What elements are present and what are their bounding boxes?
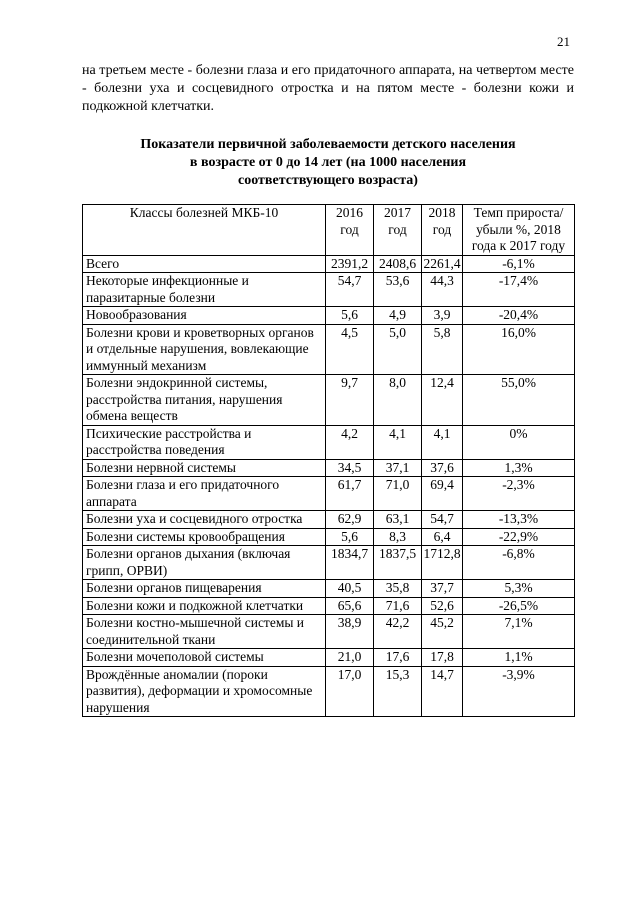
trend-cell: 1,1% [463,649,575,667]
value-2018-cell: 1712,8 [422,546,463,580]
table-row [83,615,575,649]
header-2017: 2017 год [374,205,422,256]
disease-class-cell: Болезни органов дыхания (включая грипп, ОРВИ) [83,546,326,580]
disease-class-cell: Болезни костно-мышечной системы и соединительной ткани [83,615,326,649]
value-2018-cell: 54,7 [422,511,463,529]
table-header-row [83,205,575,256]
disease-class-cell: Болезни мочеполовой системы [83,649,326,667]
disease-class-cell: Болезни кожи и подкожной клетчатки [83,597,326,615]
trend-cell: -6,8% [463,546,575,580]
table-row [83,425,575,459]
trend-cell: -22,9% [463,528,575,546]
header-trend: Темп прироста/ убыли %, 2018 года к 2017 году [463,205,575,256]
value-2018-cell: 14,7 [422,666,463,717]
disease-class-cell: Болезни эндокринной системы, расстройства питания, нарушения обмена веществ [83,375,326,426]
disease-class-cell: Врождённые аномалии (пороки развития), деформации и хромосомные нарушения [83,666,326,717]
table-row [83,307,575,325]
value-2016-cell: 2391,2 [326,255,374,273]
value-2018-cell: 12,4 [422,375,463,426]
header-classes: Классы болезней МКБ-10 [83,205,326,256]
value-2016-cell: 21,0 [326,649,374,667]
table-row [83,273,575,307]
trend-cell: -6,1% [463,255,575,273]
trend-cell: 1,3% [463,459,575,477]
value-2017-cell: 71,0 [374,477,422,511]
trend-cell: -2,3% [463,477,575,511]
value-2016-cell: 5,6 [326,307,374,325]
table-row [83,580,575,598]
table-title-line-1: Показатели первичной заболеваемости детского населения [140,137,516,152]
value-2018-cell: 3,9 [422,307,463,325]
value-2017-cell: 42,2 [374,615,422,649]
value-2016-cell: 38,9 [326,615,374,649]
value-2017-cell: 63,1 [374,511,422,529]
trend-cell: 55,0% [463,375,575,426]
value-2016-cell: 34,5 [326,459,374,477]
disease-class-cell: Болезни системы кровообращения [83,528,326,546]
value-2016-cell: 65,6 [326,597,374,615]
table-row [83,666,575,717]
disease-class-cell: Болезни глаза и его придаточного аппарата [83,477,326,511]
value-2016-cell: 61,7 [326,477,374,511]
trend-cell: 16,0% [463,324,575,375]
value-2017-cell: 2408,6 [374,255,422,273]
header-2018: 2018 год [422,205,463,256]
value-2018-cell: 6,4 [422,528,463,546]
value-2016-cell: 5,6 [326,528,374,546]
disease-class-cell: Болезни нервной системы [83,459,326,477]
trend-cell: -3,9% [463,666,575,717]
disease-class-cell: Новообразования [83,307,326,325]
disease-class-cell: Болезни крови и кроветворных органов и отдельные нарушения, вовлекающие иммунный механизм [83,324,326,375]
header-2016: 2016 год [326,205,374,256]
intro-paragraph: на третьем месте - болезни глаза и его придаточного аппарата, на четвертом месте - болезни уха и сосцевидного отростка и на пятом месте - болезни кожи и подкожной клетчатки. [82,63,574,114]
value-2018-cell: 37,6 [422,459,463,477]
trend-cell: -20,4% [463,307,575,325]
disease-class-cell: Болезни уха и сосцевидного отростка [83,511,326,529]
value-2016-cell: 62,9 [326,511,374,529]
value-2017-cell: 53,6 [374,273,422,307]
value-2017-cell: 15,3 [374,666,422,717]
table-body [83,255,575,717]
disease-class-cell: Психические расстройства и расстройства поведения [83,425,326,459]
table-row [83,477,575,511]
value-2016-cell: 9,7 [326,375,374,426]
value-2017-cell: 4,9 [374,307,422,325]
value-2018-cell: 52,6 [422,597,463,615]
value-2018-cell: 17,8 [422,649,463,667]
table-title [82,136,574,190]
value-2018-cell: 45,2 [422,615,463,649]
trend-cell: 7,1% [463,615,575,649]
value-2016-cell: 4,2 [326,425,374,459]
disease-class-cell: Некоторые инфекционные и паразитарные болезни [83,273,326,307]
value-2018-cell: 4,1 [422,425,463,459]
table-row [83,324,575,375]
table-row [83,649,575,667]
table-row [83,597,575,615]
value-2018-cell: 2261,4 [423,255,461,271]
table-row [83,459,575,477]
value-2017-cell: 4,1 [374,425,422,459]
trend-cell: 0% [463,425,575,459]
value-2017-cell: 35,8 [374,580,422,598]
disease-class-cell: Всего [83,255,326,273]
trend-cell: 5,3% [463,580,575,598]
table-title-line-2: в возрасте от 0 до 14 лет (на 1000 населения [189,155,467,170]
page-number: 21 [557,34,570,49]
table-title-line-3: соответствующего возраста) [238,173,418,188]
trend-cell: -26,5% [463,597,575,615]
value-2017-cell: 17,6 [374,649,422,667]
disease-class-cell: Болезни органов пищеварения [83,580,326,598]
value-2016-cell: 40,5 [326,580,374,598]
value-2017-cell: 5,0 [374,324,422,375]
value-2017-cell: 8,0 [374,375,422,426]
value-2017-cell: 8,3 [374,528,422,546]
value-2018-cell: 44,3 [422,273,463,307]
table-row [83,375,575,426]
morbidity-table [82,204,575,717]
table-row [83,255,575,273]
value-2017-cell: 71,6 [374,597,422,615]
trend-cell: -17,4% [463,273,575,307]
value-2016-cell: 54,7 [326,273,374,307]
value-2017-cell: 37,1 [374,459,422,477]
table-row [83,546,575,580]
value-2018-cell: 5,8 [422,324,463,375]
value-2018-cell: 37,7 [422,580,463,598]
trend-cell: -13,3% [463,511,575,529]
table-row [83,528,575,546]
value-2017-cell: 1837,5 [374,546,422,580]
value-2016-cell: 17,0 [326,666,374,717]
value-2016-cell: 1834,7 [326,546,374,580]
value-2016-cell: 4,5 [326,324,374,375]
table-row [83,511,575,529]
value-2018-cell: 69,4 [422,477,463,511]
